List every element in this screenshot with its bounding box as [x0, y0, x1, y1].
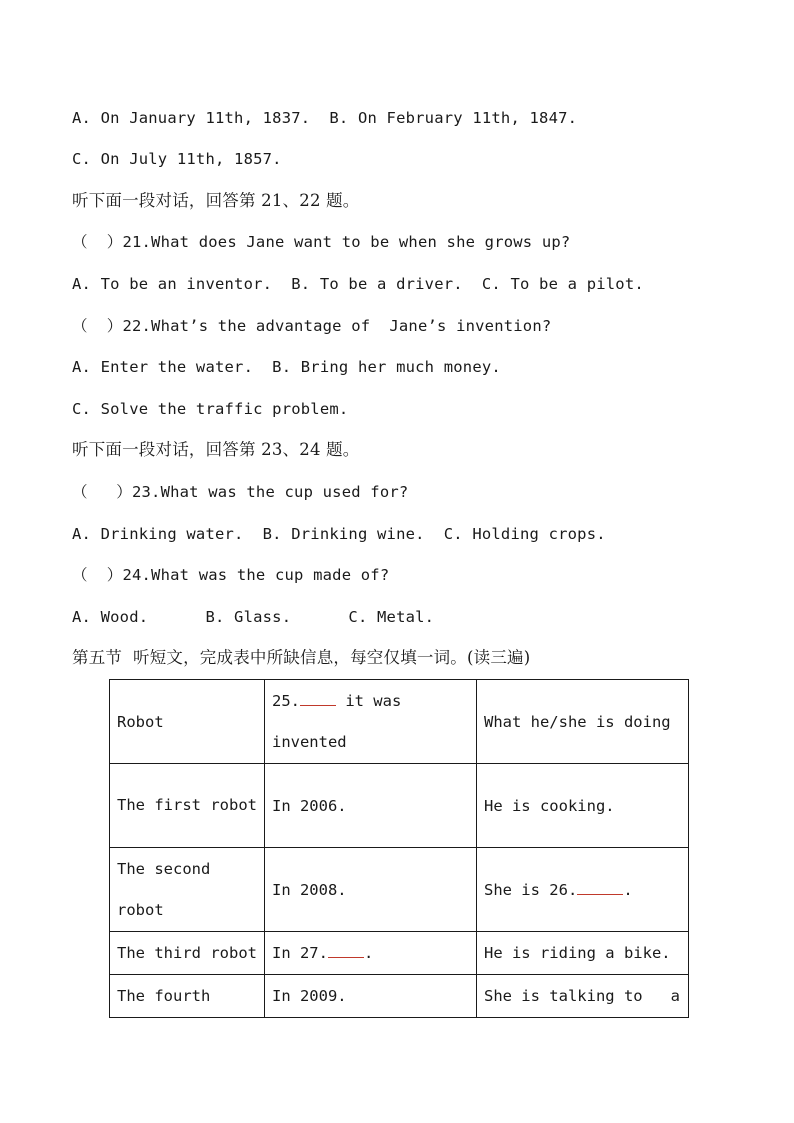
answer-blank-26[interactable] [577, 880, 623, 895]
row3-doing: He is riding a bike. [476, 932, 688, 975]
table-row [110, 764, 689, 848]
robot-info-table [109, 679, 689, 1018]
question-24: （ ）24.What was the cup made of? [72, 566, 390, 584]
q23-options: A. Drinking water. B. Drinking wine. C. Holding crops. [72, 525, 606, 543]
row2-doing [476, 848, 688, 932]
table-row [110, 848, 689, 932]
q22-options-line-2: C. Solve the traffic problem. [72, 400, 349, 418]
header-robot: Robot [110, 680, 265, 764]
blank-25-number: 25. [271, 691, 300, 710]
table-row [110, 975, 689, 1018]
row3-when [264, 932, 476, 975]
header-when-text: it was invented [271, 691, 402, 751]
q20-options-line-2: C. On July 11th, 1857. [72, 150, 282, 168]
table-header-row [110, 680, 689, 764]
question-22: （ ）22.What’s the advantage of Jane’s invention? [72, 317, 552, 335]
section-five-heading: 第五节 听短文，完成表中所缺信息，每空仅填一词。(读三遍) [72, 648, 531, 667]
row2-when: In 2008. [264, 848, 476, 932]
row2-robot: The second robot [110, 848, 265, 932]
answer-blank-27[interactable] [328, 943, 364, 958]
q21-options: A. To be an inventor. B. To be a driver. C. To be a pilot. [72, 275, 644, 293]
question-21: （ ）21.What does Jane want to be when she grows up? [72, 233, 571, 251]
question-23: （ ）23.What was the cup used for? [72, 483, 409, 501]
row2-doing-prefix: She is 26. [483, 880, 578, 899]
row4-when: In 2009. [264, 975, 476, 1018]
row1-robot: The first robot [110, 764, 265, 848]
section-instruction-21-22: 听下面一段对话，回答第 21、22 题。 [72, 191, 360, 210]
section-instruction-23-24: 听下面一段对话，回答第 23、24 题。 [72, 440, 360, 459]
q24-options: A. Wood. B. Glass. C. Metal. [72, 608, 435, 626]
row4-doing: She is talking to a [476, 975, 688, 1018]
answer-blank-25[interactable] [300, 691, 336, 706]
header-when-invented [264, 680, 476, 764]
row3-when-suffix: . [363, 944, 374, 962]
row4-robot: The fourth [110, 975, 265, 1018]
header-doing: What he/she is doing [476, 680, 688, 764]
row2-doing-suffix: . [623, 880, 633, 899]
q20-options-line-1: A. On January 11th, 1837. B. On February 11th, 1847. [72, 109, 578, 127]
q22-options-line-1: A. Enter the water. B. Bring her much money. [72, 358, 501, 376]
table-row [110, 932, 689, 975]
row3-robot: The third robot [110, 932, 265, 975]
row1-when: In 2006. [264, 764, 476, 848]
row1-doing: He is cooking. [476, 764, 688, 848]
row3-when-prefix: In 27. [271, 944, 328, 962]
